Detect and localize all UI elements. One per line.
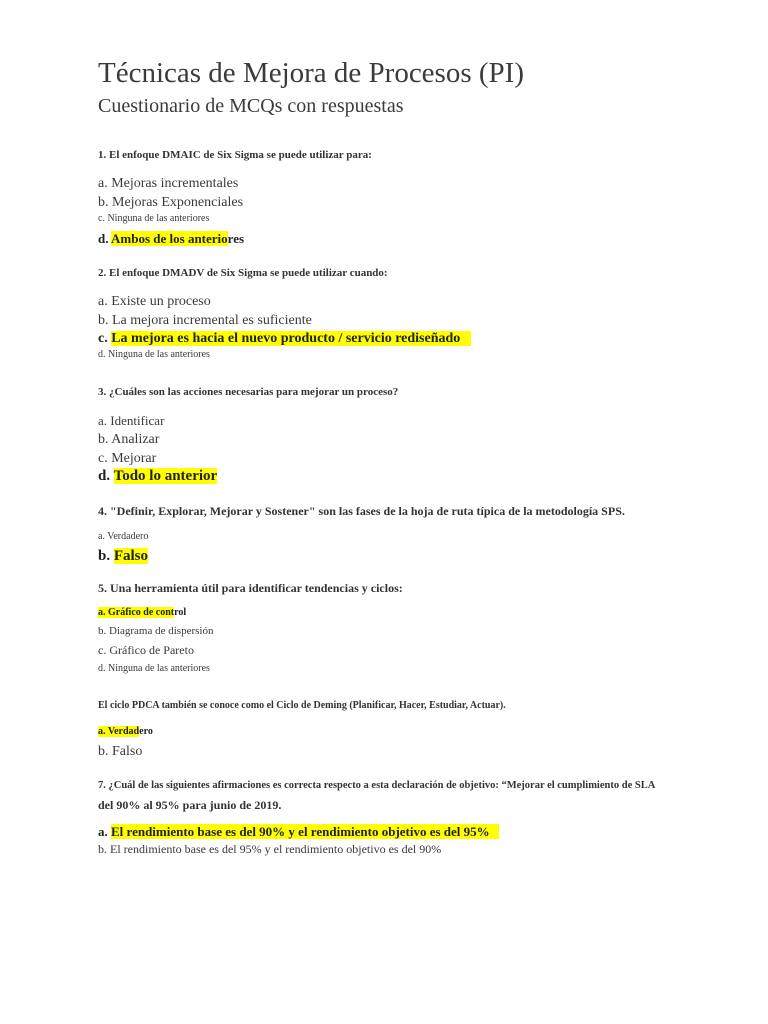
answer-highlight: Todo lo anterior (113, 468, 218, 484)
q3-option-b: b. Analizar (98, 432, 160, 447)
answer-highlight: a. Verdad (98, 726, 140, 737)
q6-option-b: b. Falso (98, 744, 143, 759)
answer-highlight: El rendimiento base es del 90% y el rendimiento objetivo es del 95% (111, 824, 500, 839)
answer-highlight: La mejora es hacia el nuevo producto / servicio rediseñado (111, 331, 471, 346)
document-title: Técnicas de Mejora de Procesos (PI) (98, 57, 524, 89)
q1-option-b: b. Mejoras Exponenciales (98, 195, 244, 210)
q4-option-a: a. Verdadero (98, 531, 149, 542)
q2-option-b: b. La mejora incremental es suficiente (98, 313, 312, 328)
q2-option-d: d. Ninguna de las anteriores (98, 349, 210, 360)
question-2: 2. El enfoque DMADV de Six Sigma se puede utilizar cuando: (98, 267, 388, 279)
question-4: 4. "Definir, Explorar, Mejorar y Sostener" son las fases de la hoja de ruta típica de la metodología SPS. (98, 504, 625, 518)
question-7-line-1: 7. ¿Cuál de las siguientes afirmaciones es correcta respecto a esta declaración de objetivo: “Mejorar el cumplimiento de SLA (98, 780, 656, 791)
q3-option-a: a. Identificar (98, 413, 165, 428)
q2-option-a: a. Existe un proceso (98, 294, 211, 309)
q1-option-c: c. Ninguna de las anteriores (98, 213, 210, 224)
q1-option-d-answer: d. Ambos de los anteriores (98, 231, 245, 246)
q7-option-a-answer: a. El rendimiento base es del 90% y el rendimiento objetivo es del 95% (98, 824, 500, 839)
q2-option-c-answer: c. La mejora es hacia el nuevo producto / servicio rediseñado (98, 331, 471, 346)
question-1: 1. El enfoque DMAIC de Six Sigma se puede utilizar para: (98, 149, 372, 161)
q3-option-d-answer: d. Todo lo anterior (98, 468, 218, 484)
q5-option-a-answer: a. Gráfico de control (98, 607, 187, 618)
question-5: 5. Una herramienta útil para identificar tendencias y ciclos: (98, 581, 403, 595)
document-subtitle: Cuestionario de MCQs con respuestas (98, 95, 404, 117)
q4-option-b-answer: b. Falso (98, 548, 149, 564)
answer-highlight: Falso (113, 548, 149, 564)
q5-option-c: c. Gráfico de Pareto (98, 643, 194, 657)
q6-option-a-answer: a. Verdadero (98, 726, 153, 737)
answer-highlight: a. Gráfico de cont (98, 607, 175, 618)
q5-option-d: d. Ninguna de las anteriores (98, 663, 210, 674)
answer-highlight: Ambos de los anterio (111, 231, 228, 246)
question-6: El ciclo PDCA también se conoce como el Ciclo de Deming (Planificar, Hacer, Estudiar, Actuar). (98, 700, 506, 711)
q5-option-b: b. Diagrama de dispersión (98, 625, 214, 637)
question-7-line-2: del 90% al 95% para junio de 2019. (98, 798, 282, 812)
q7-option-b: b. El rendimiento base es del 95% y el rendimiento objetivo es del 90% (98, 842, 442, 856)
q3-option-c: c. Mejorar (98, 451, 157, 466)
q1-option-a: a. Mejoras incrementales (98, 176, 239, 191)
question-3: 3. ¿Cuáles son las acciones necesarias para mejorar un proceso? (98, 386, 399, 398)
